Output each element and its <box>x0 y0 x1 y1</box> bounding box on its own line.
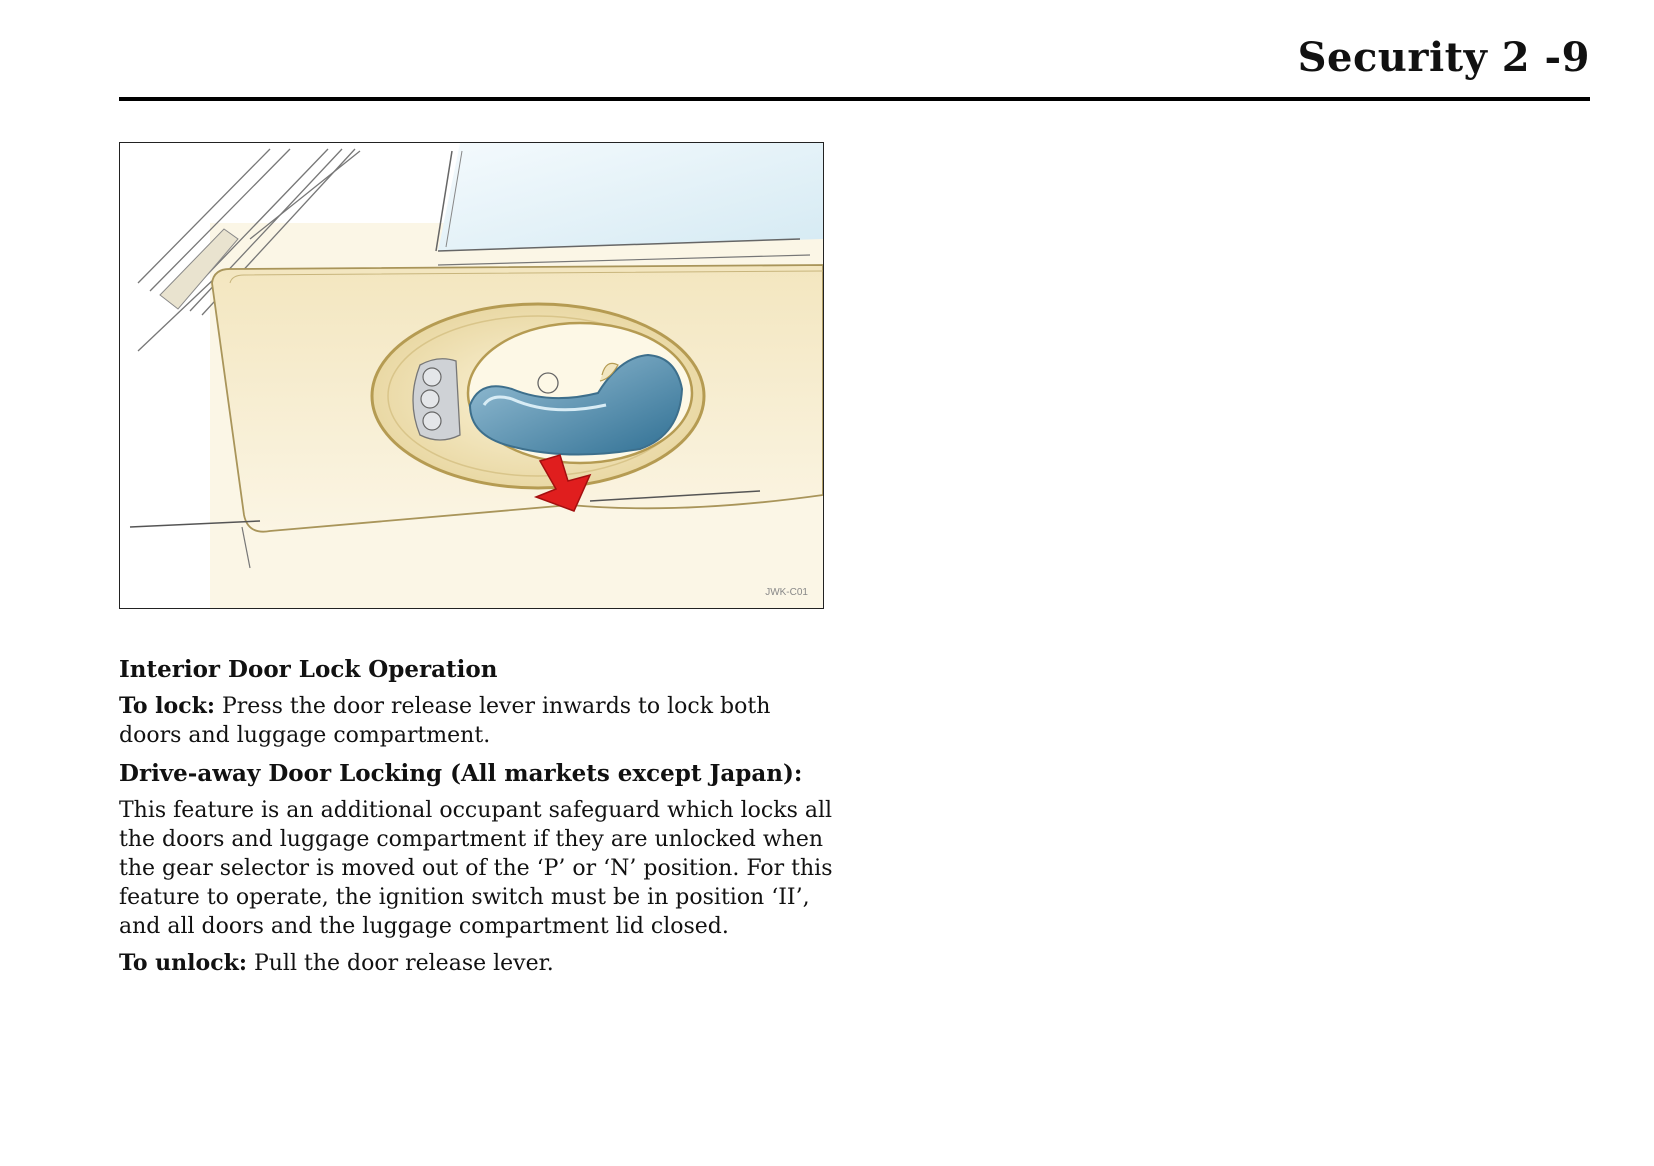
unlock-paragraph <box>119 949 839 978</box>
section-heading-driveaway: Drive-away Door Locking (All markets except Japan): <box>119 760 803 787</box>
section-heading-interior-lock: Interior Door Lock Operation <box>119 656 498 683</box>
lock-paragraph <box>119 692 839 750</box>
figure-code: JWK-C01 <box>765 587 808 598</box>
driveaway-paragraph: This feature is an additional occupant safeguard which locks all the doors and luggage compartment if they are unlocked when the gear selector is moved out of the ‘P’ or ‘N’ position. For this feature to operate, the ignition switch must be in position ‘II’, and all doors and the luggage compartment lid closed. <box>119 798 833 939</box>
page-title: Security 2 -9 <box>1297 34 1590 81</box>
unlock-label: To unlock: <box>119 950 247 976</box>
lock-text: Press the door release lever inwards to lock both doors and luggage compartment. <box>119 694 771 748</box>
door-handle-illustration <box>119 142 824 609</box>
unlock-text: Pull the door release lever. <box>246 951 554 976</box>
lock-label: To lock: <box>119 693 215 719</box>
header-rule <box>119 97 1590 101</box>
lock-button-cluster <box>413 359 460 440</box>
main-content <box>119 655 839 978</box>
